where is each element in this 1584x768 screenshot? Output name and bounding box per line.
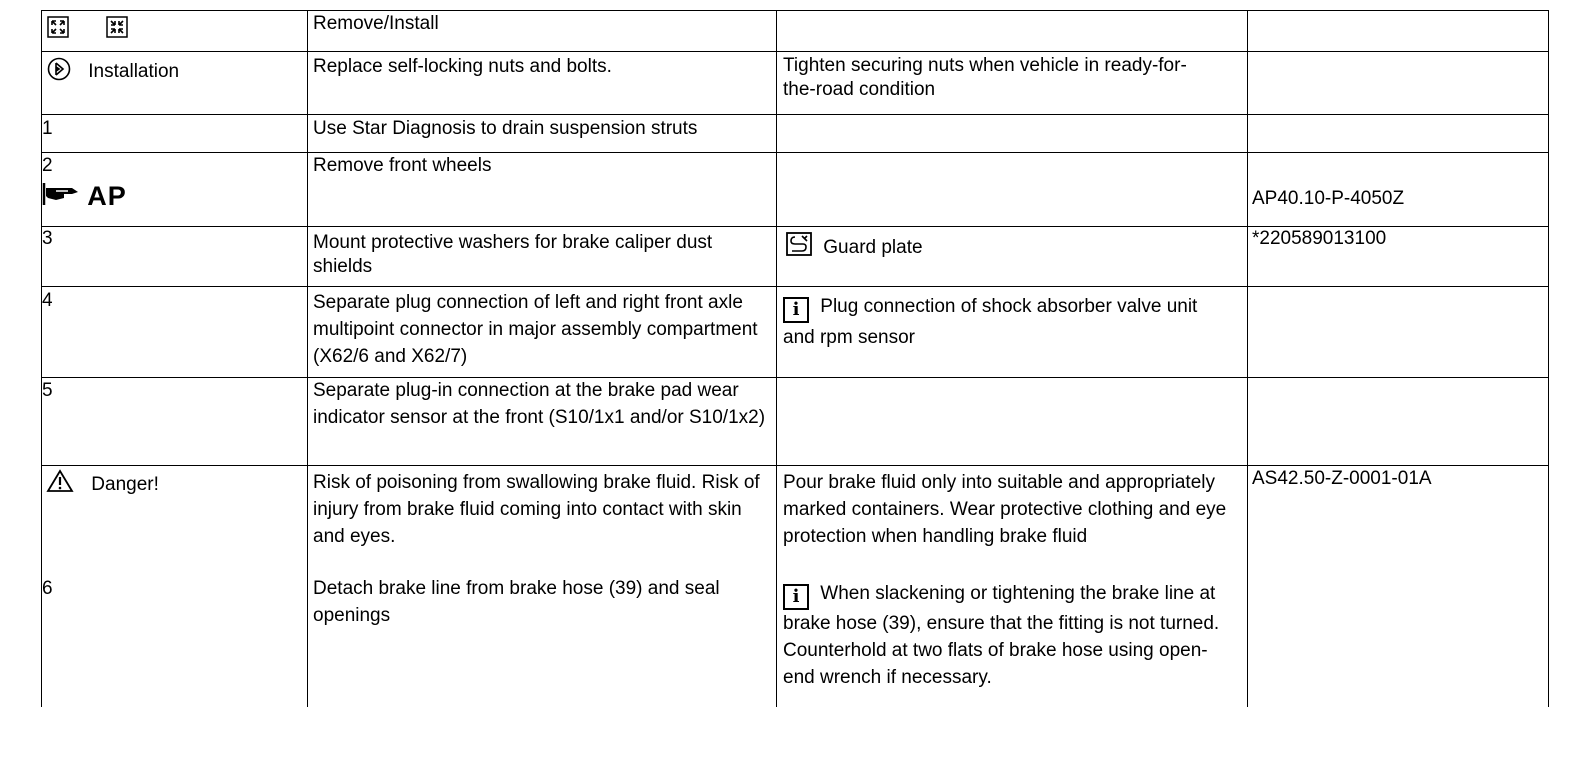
row-divider [41,152,1549,153]
installation-text: Installation [88,61,180,82]
row-divider [41,377,1549,378]
danger-instructions: Pour brake fluid only into suitable and appropriately marked containers. Wear protective clothing and eye protection when handling brake fluid [783,472,1227,547]
info-note [783,580,1238,691]
info-note-text: When slackening or tightening the brake line at brake hose (39), ensure that the fitting is not turned. Counterhold at two flats of brake hose using open-end wrench if necessary. [783,583,1220,688]
remove-install-icons [47,14,128,40]
cell-text: Tighten securing nuts when vehicle in ready-for-the-road condition [783,55,1187,100]
ap-label: AP [87,181,127,211]
guard-plate-cell [786,232,923,261]
guard-plate-text: Guard plate [823,237,923,258]
step-number: 4 [42,290,53,311]
row-divider [41,114,1549,115]
pointing-hand-icon [42,181,82,207]
info-note [783,292,1223,353]
step-number: 2 [42,155,53,176]
danger-risk-text: Risk of poisoning from swallowing brake fluid. Risk of injury from brake fluid coming into contact with skin and eyes. [313,472,760,547]
remove-icon [47,16,69,38]
cell-text: Remove front wheels [313,155,492,176]
step-number: 6 [42,578,53,599]
column-border [1548,10,1549,707]
row-divider [41,51,1549,52]
info-icon: i [783,297,809,323]
column-border [307,10,308,707]
cell-text: Replace self-locking nuts and bolts. [313,56,612,77]
row-divider [41,286,1549,287]
cell-text: Mount protective washers for brake caliper dust shields [313,232,713,277]
step-number: 5 [42,380,53,401]
cell-text: Separate plug-in connection at the brake pad wear indicator sensor at the front (S10/1x1 and/or S10/1x2) [313,380,766,428]
special-tool-icon [786,232,812,256]
installation-icon [47,57,71,81]
ap-reference [42,181,127,213]
step-number: 3 [42,228,53,249]
procedure-table [41,10,1549,707]
warning-triangle-icon [46,469,74,493]
installation-label [47,57,179,85]
info-note-text: Plug connection of shock absorber valve unit and rpm sensor [783,296,1198,348]
step-number: 1 [42,118,53,139]
info-icon: i [783,584,809,610]
column-border [1247,10,1248,707]
cell-text: Detach brake line from brake hose (39) and seal openings [313,578,720,626]
cell-text: Separate plug connection of left and right front axle multipoint connector in major assembly compartment (X62/6 and X62/7) [313,292,758,367]
column-border [776,10,777,707]
danger-label [46,469,159,498]
remove-install-text: Remove/Install [313,13,439,34]
ap-document-link[interactable]: AP40.10-P-4050Z [1252,188,1405,209]
table-top-border [41,10,1549,11]
cell-text: Use Star Diagnosis to drain suspension struts [313,118,698,139]
column-border [41,10,42,707]
install-icon [106,16,128,38]
tool-part-number[interactable]: *220589013100 [1252,228,1387,249]
danger-document-link[interactable]: AS42.50-Z-0001-01A [1252,468,1432,489]
danger-text: Danger! [91,474,159,495]
